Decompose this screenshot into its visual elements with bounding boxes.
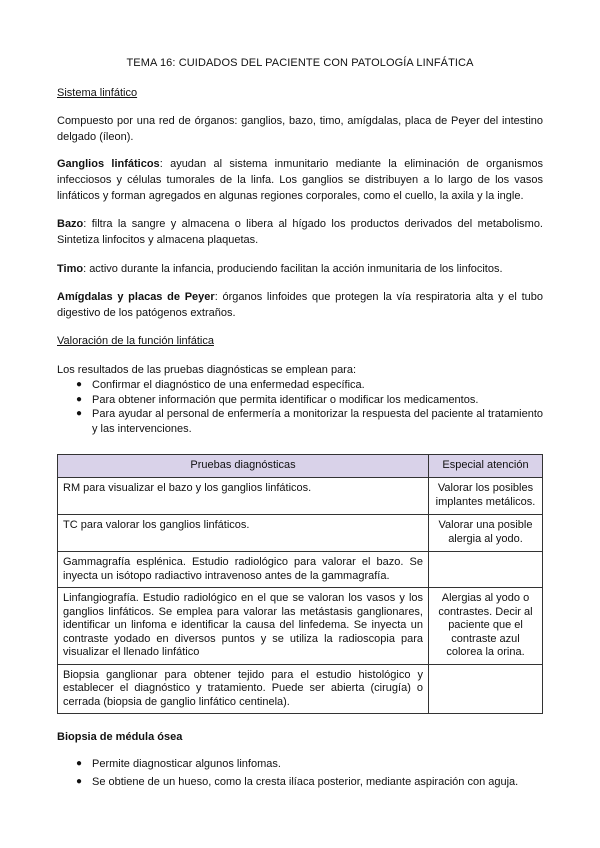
paragraph-valoracion-intro: Los resultados de las pruebas diagnósticas se emplean para: [57,364,357,376]
term-amigdalas: Amígdalas y placas de Peyer [57,291,215,303]
paragraph-ganglios [57,156,543,204]
section-heading-valoracion: Valoración de la función linfática [57,335,214,347]
table-header-atencion: Especial atención [429,455,543,478]
term-timo: Timo [57,263,84,275]
bullet-icon: ● [76,379,83,390]
list-item: ● Para obtener información que permita identificar o modificar los medicamentos. [76,393,479,406]
text-bazo: : filtra la sangre y almacena o libera al hígado los productos derivados del metabolismo. Sintetiza linfocitos y almacena plaquetas. [57,218,543,246]
biopsia-list [57,755,543,791]
section-heading-biopsia: Biopsia de médula ósea [57,731,183,743]
text-timo: : activo durante la infancia, produciendo facilitan la acción inmunitaria de los linfocitos. [83,263,503,275]
text-amigdalas: : órganos linfoides que protegen la vía respiratoria alta y el tubo digestivo de los patógenos extraños. [57,291,543,319]
section-heading-sistema: Sistema linfático [57,87,138,99]
table-cell-prueba: Linfangiografía. Estudio radiológico en el que se valoran los vasos y los ganglios linfáticos. Se emplea para valorar las metástasis ganglionares, identificar un linfoma e identificar la causa del linfedema. Se inyecta un contraste yodado en diversos puntos y se utiliza la radioscopia para visualizar el llenado linfático [58,588,429,665]
paragraph-amigdalas [57,289,543,321]
table-cell-atencion: Valorar los posibles implantes metálicos. [429,478,543,515]
table-row [58,478,543,515]
bullet-icon: ● [76,408,83,419]
page-title: TEMA 16: CUIDADOS DEL PACIENTE CON PATOLOGÍA LINFÁTICA [126,57,474,69]
bullet-icon: ● [76,776,83,787]
paragraph-timo [57,261,543,277]
table-cell-prueba: Gammagrafía esplénica. Estudio radiológico para valorar el bazo. Se inyecta un isótopo radiactivo intravenoso antes de la gammagrafía. [58,552,429,588]
paragraph-bazo [57,216,543,248]
table-row [58,588,543,665]
list-item: ● Confirmar el diagnóstico de una enfermedad específica. [76,379,365,391]
bullet-icon: ● [76,758,83,769]
table-row [58,552,543,588]
table-header-row [58,455,543,478]
table-cell-atencion [429,552,543,588]
table-cell-prueba: Biopsia ganglionar para obtener tejido para el estudio histológico y establecer el diagnóstico y tratamiento. Puede ser abierta (cirugía) o cerrada (biopsia de ganglio linfático centinela). [58,664,429,714]
valoracion-list [57,378,543,436]
term-bazo: Bazo [57,218,84,230]
text-ganglios: : ayudan al sistema inmunitario mediante la eliminación de organismos infecciosos y células tumorales de la linfa. Los ganglios se distribuyen a lo largo de los vasos linfáticos y forman agregados en algunas regiones corporales, como el cuello, la axila y la ingle. [57,158,543,202]
diagnostic-tests-table [57,454,543,714]
list-item: ● Para ayudar al personal de enfermería a monitorizar la respuesta del paciente al tratamiento y las intervenciones. [76,408,543,435]
table-row [58,664,543,714]
table-cell-atencion: Alergias al yodo o contrastes. Decir al paciente que el contraste azul colorea la orina. [429,588,543,665]
table-cell-atencion: Valorar una posible alergia al yodo. [429,515,543,552]
table-row [58,515,543,552]
paragraph-intro: Compuesto por una red de órganos: ganglios, bazo, timo, amígdalas, placa de Peyer del intestino delgado (íleon). [57,115,543,143]
table-header-pruebas: Pruebas diagnósticas [58,455,429,478]
term-ganglios: Ganglios linfáticos [57,158,160,170]
bullet-icon: ● [76,393,83,405]
list-item: ● Se obtiene de un hueso, como la cresta ilíaca posterior, mediante aspiración con aguja. [57,773,543,791]
table-cell-prueba: TC para valorar los ganglios linfáticos. [58,515,429,552]
table-cell-atencion [429,664,543,714]
list-item: ● Permite diagnosticar algunos linfomas. [57,755,543,773]
table-cell-prueba: RM para visualizar el bazo y los ganglios linfáticos. [58,478,429,515]
